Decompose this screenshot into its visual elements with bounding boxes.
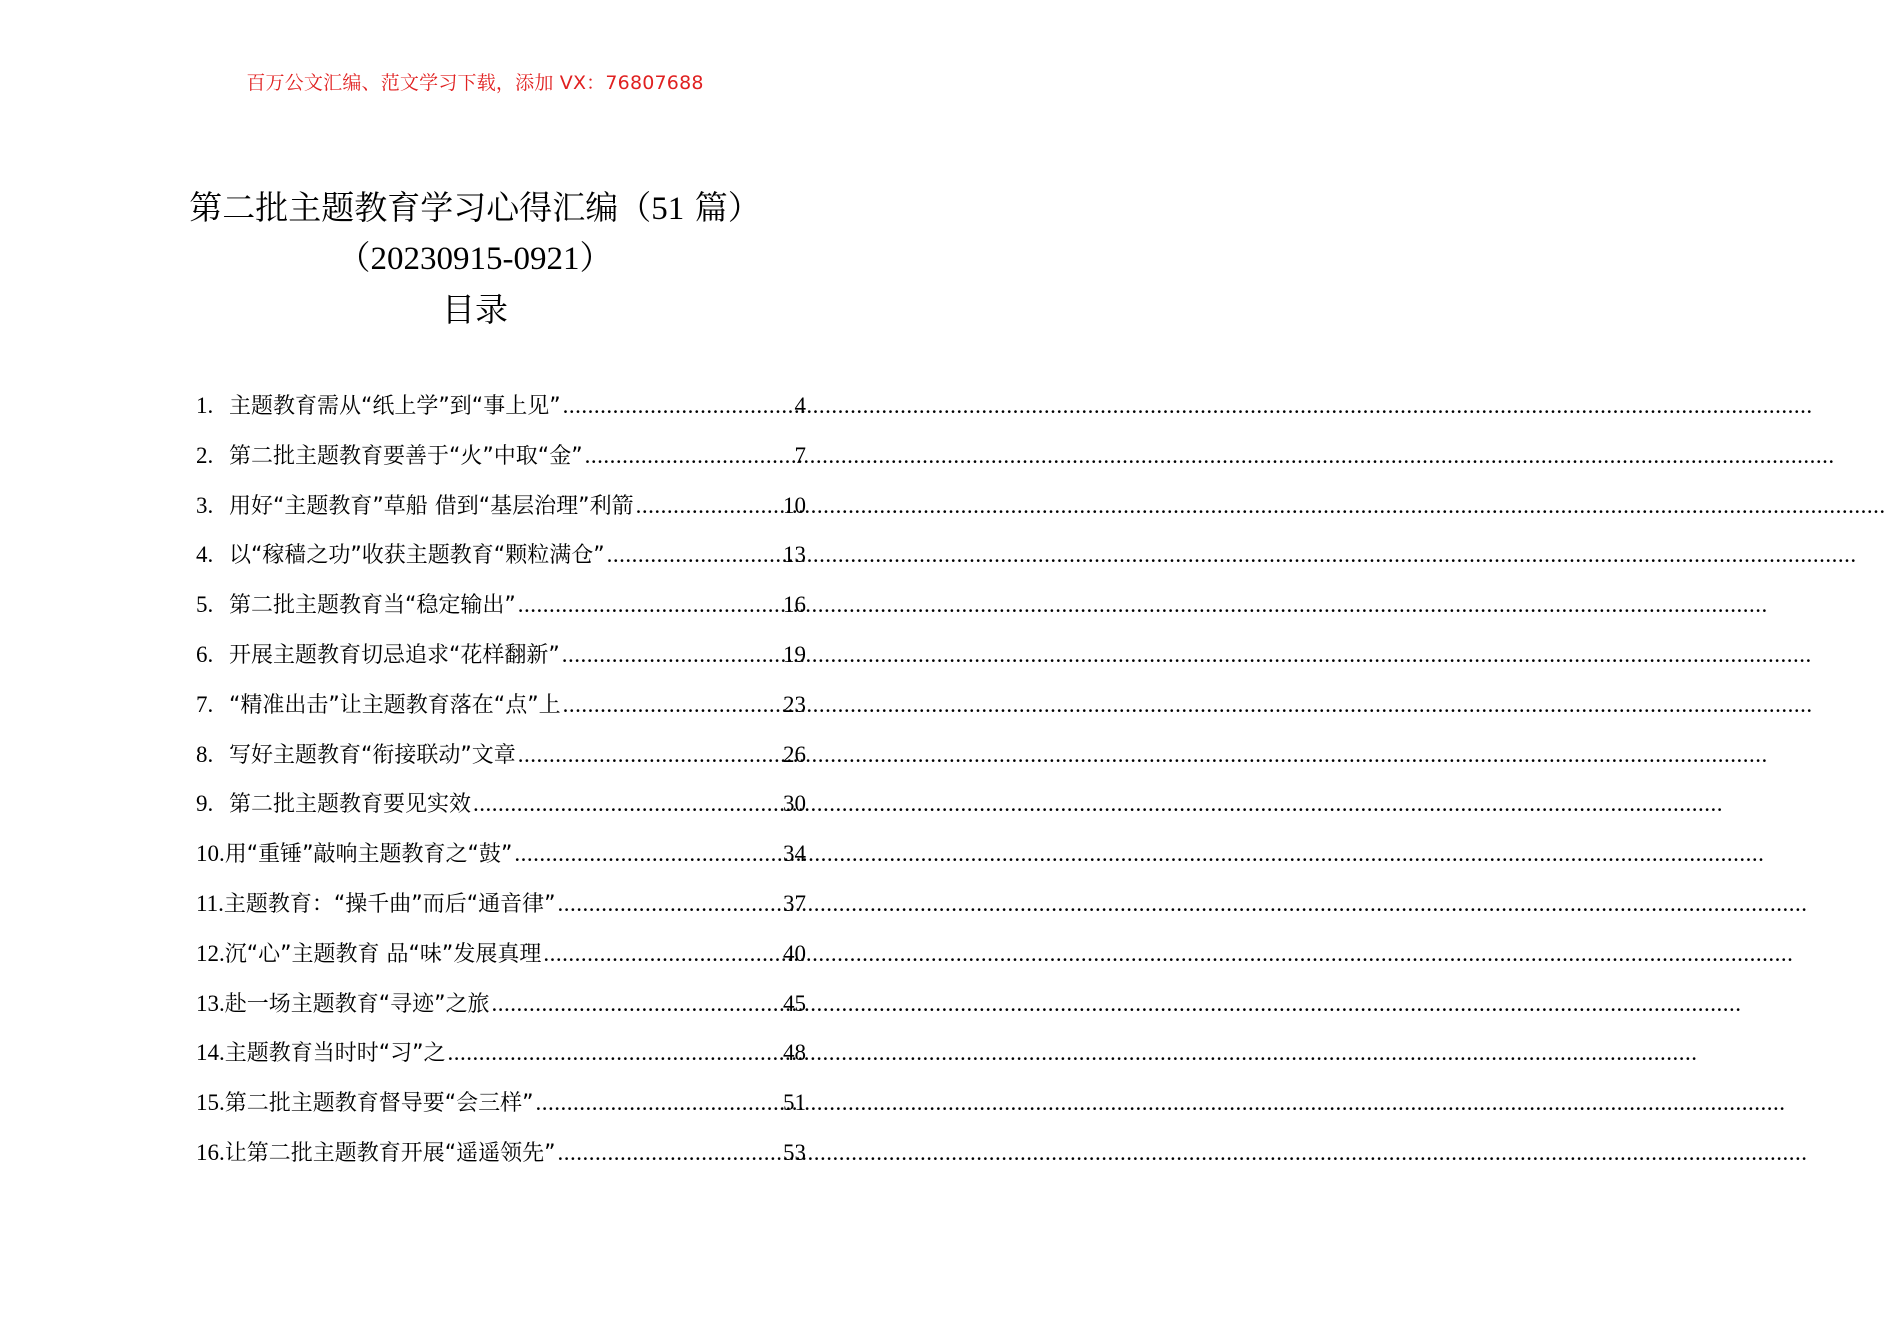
page-title <box>0 182 950 229</box>
toc-dot-leader <box>516 580 783 630</box>
toc-entry-page-number: 7 <box>794 442 806 468</box>
toc-entry-title: 开展主题教育切忌追求“花样翻新” <box>229 642 560 668</box>
toc-dot-leader <box>534 1078 783 1128</box>
toc-entry-number: 1. <box>196 393 214 418</box>
toc-entry-number: 4. <box>196 542 214 568</box>
toc-entry[interactable] <box>196 381 806 431</box>
toc-entry[interactable] <box>196 979 806 1029</box>
toc-entry-number: 10. <box>196 841 225 867</box>
toc-entry-page-number: 45 <box>783 990 806 1016</box>
toc-entry-number: 6. <box>196 641 214 667</box>
toc-entry-number: 11. <box>196 890 224 916</box>
toc-entry-page-number: 51 <box>783 1090 806 1116</box>
toc-entry-page-number: 10 <box>783 492 806 518</box>
toc-dot-leader <box>446 1028 783 1078</box>
toc-entry-number: 13. <box>196 990 225 1016</box>
toc-entry-page-number: 19 <box>783 641 806 667</box>
toc-entry[interactable] <box>196 680 806 730</box>
toc-entry[interactable] <box>196 829 806 879</box>
title-suffix: 篇） <box>684 188 761 227</box>
toc-dot-leader <box>561 381 795 431</box>
header-note: 百万公文汇编、范文学习下载，添加 VX：76807688 <box>246 72 704 94</box>
toc-entry-title: 第二批主题教育当“稳定输出” <box>229 593 516 619</box>
toc-entry-number: 15. <box>196 1090 225 1116</box>
toc-dot-leader <box>583 431 795 481</box>
toc-dot-leader <box>490 979 783 1029</box>
date-range <box>0 232 950 279</box>
toc-entry[interactable] <box>196 1028 806 1078</box>
toc-entry-number: 8. <box>196 741 214 767</box>
toc-entry-title: 用“重锤”敲响主题教育之“鼓” <box>224 842 513 868</box>
toc-entry-page-number: 4 <box>794 393 806 418</box>
toc-entry-page-number: 13 <box>783 542 806 568</box>
toc-dot-leader <box>560 630 783 680</box>
toc-entry[interactable] <box>196 730 806 780</box>
toc-entry-number: 5. <box>196 592 214 618</box>
toc-entry-title: 让第二批主题教育开展“遥遥领先” <box>224 1140 556 1166</box>
toc-entry-title: 用好“主题教育”草船 借到“基层治理”利箭 <box>229 493 634 519</box>
toc-entry-title: 沉“心”主题教育 品“味”发展真理 <box>224 941 542 967</box>
toc-entry-number: 12. <box>196 940 225 966</box>
toc-entry[interactable] <box>196 1128 806 1178</box>
toc-entry-page-number: 48 <box>783 1040 806 1066</box>
title-count: 51 <box>651 191 685 227</box>
toc-dot-leader <box>516 730 783 780</box>
toc-entry-title: 主题教育需从“纸上学”到“事上见” <box>229 394 561 419</box>
toc-entry[interactable] <box>196 630 806 680</box>
toc-entry[interactable] <box>196 1078 806 1128</box>
date-range-value: 20230915-0921 <box>370 241 580 277</box>
toc-entry-title: 第二批主题教育督导要“会三样” <box>224 1091 534 1117</box>
toc-entry-page-number: 30 <box>783 791 806 817</box>
date-close-paren: ） <box>579 238 613 277</box>
toc-entry-page-number: 53 <box>783 1139 806 1165</box>
toc-entry[interactable] <box>196 929 806 979</box>
toc-dot-leader <box>471 779 783 829</box>
toc-entry-page-number: 16 <box>783 592 806 618</box>
toc-entry-number: 3. <box>196 492 214 518</box>
toc-entry-title: 以“稼穑之功”收获主题教育“颗粒满仓” <box>229 543 605 569</box>
toc-dot-leader <box>634 481 783 531</box>
toc-entry-title: 第二批主题教育要见实效 <box>229 792 472 818</box>
toc-heading: 目录 <box>442 290 508 329</box>
toc-entry[interactable] <box>196 481 806 531</box>
toc-dot-leader <box>541 929 783 979</box>
toc-entry-number: 14. <box>196 1040 225 1066</box>
toc-entry-number: 16. <box>196 1139 225 1165</box>
toc-entry-number: 2. <box>196 442 214 468</box>
toc-dot-leader <box>561 680 783 730</box>
toc-dot-leader <box>512 829 783 879</box>
toc-entry[interactable] <box>196 879 806 929</box>
toc-entry-title: 第二批主题教育要善于“火”中取“金” <box>229 443 583 469</box>
toc-entry-page-number: 23 <box>783 691 806 717</box>
date-open-paren: （ <box>337 238 371 277</box>
toc-entry[interactable] <box>196 431 806 481</box>
toc-entry[interactable] <box>196 530 806 580</box>
toc-entry-page-number: 40 <box>783 940 806 966</box>
toc-entry-page-number: 37 <box>783 890 806 916</box>
toc-entry[interactable] <box>196 779 806 829</box>
toc-dot-leader <box>605 530 783 580</box>
toc-entry-title: “精准出击”让主题教育落在“点”上 <box>229 692 561 718</box>
table-of-contents <box>196 381 806 1178</box>
toc-entry-page-number: 26 <box>783 741 806 767</box>
toc-entry-title: 主题教育当时时“习”之 <box>224 1041 446 1067</box>
toc-entry-title: 写好主题教育“衔接联动”文章 <box>229 742 516 768</box>
toc-entry-title: 主题教育：“操千曲”而后“通音律” <box>223 891 556 917</box>
toc-dot-leader <box>556 1128 783 1178</box>
toc-entry-number: 9. <box>196 791 214 817</box>
toc-entry-title: 赴一场主题教育“寻迹”之旅 <box>224 991 490 1017</box>
title-text: 第二批主题教育学习心得汇编（ <box>189 188 652 227</box>
toc-dot-leader <box>556 879 784 929</box>
toc-entry[interactable] <box>196 580 806 630</box>
toc-entry-page-number: 34 <box>783 841 806 867</box>
toc-entry-number: 7. <box>196 691 214 717</box>
